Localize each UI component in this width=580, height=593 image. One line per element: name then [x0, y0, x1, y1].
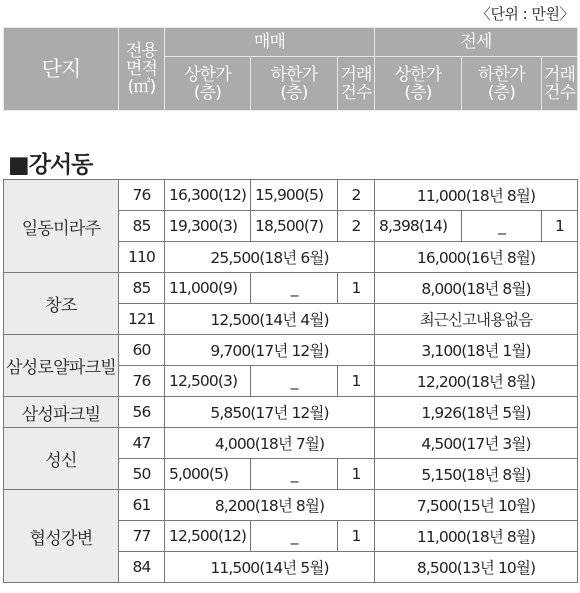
sale-upper-cell: 19,300(3)	[165, 211, 251, 242]
lease-recent-cell: 1,926(18년 5월)	[375, 397, 578, 428]
sale-recent-cell: 4,000(18년 7월)	[165, 428, 375, 459]
header-sale: 매매	[165, 28, 375, 57]
table-row	[4, 397, 578, 428]
area-cell: 110	[119, 242, 165, 273]
area-cell: 76	[119, 180, 165, 211]
area-cell: 50	[119, 459, 165, 490]
sale-count-cell: 1	[338, 521, 375, 552]
sale-recent-cell: 25,500(18년 6월)	[165, 242, 375, 273]
sale-recent-cell: 9,700(17년 12월)	[165, 335, 375, 366]
sale-upper-cell: 5,000(5)	[165, 459, 251, 490]
header-lease-lower: 하한가 (층)	[462, 57, 542, 111]
area-cell: 84	[119, 552, 165, 583]
table-row	[4, 180, 578, 211]
section-title: ■강서동	[8, 152, 93, 178]
area-cell: 85	[119, 211, 165, 242]
unit-label: 〈단위 : 만원〉	[475, 5, 574, 23]
lease-recent-cell: 12,200(18년 8월)	[375, 366, 578, 397]
complex-name: 창조	[4, 273, 119, 335]
sale-count-cell: 1	[338, 273, 375, 304]
table-row	[4, 335, 578, 366]
complex-name: 성신	[4, 428, 119, 490]
sale-lower-cell: _	[251, 366, 338, 397]
sale-recent-cell: 8,200(18년 8월)	[165, 490, 375, 521]
sale-lower-cell: _	[251, 521, 338, 552]
lease-recent-cell: 11,000(18년 8월)	[375, 521, 578, 552]
complex-name: 협성강변	[4, 490, 119, 583]
header-lease-upper: 상한가 (층)	[375, 57, 462, 111]
area-cell: 56	[119, 397, 165, 428]
table-row	[4, 490, 578, 521]
lease-upper-cell: 8,398(14)	[375, 211, 462, 242]
area-cell: 121	[119, 304, 165, 335]
area-cell: 76	[119, 366, 165, 397]
sale-lower-cell: _	[251, 273, 338, 304]
lease-recent-cell: 11,000(18년 8월)	[375, 180, 578, 211]
area-cell: 77	[119, 521, 165, 552]
complex-name: 일동미라주	[4, 180, 119, 273]
sale-recent-cell: 12,500(14년 4월)	[165, 304, 375, 335]
complex-name: 삼성로얄파크빌	[4, 335, 119, 397]
area-cell: 60	[119, 335, 165, 366]
lease-recent-cell: 5,150(18년 8월)	[375, 459, 578, 490]
sale-recent-cell: 5,850(17년 12월)	[165, 397, 375, 428]
sale-lower-cell: 15,900(5)	[251, 180, 338, 211]
lease-lower-cell: _	[462, 211, 542, 242]
sale-upper-cell: 12,500(12)	[165, 521, 251, 552]
lease-recent-cell: 7,500(15년 10월)	[375, 490, 578, 521]
table-row	[4, 273, 578, 304]
sale-lower-cell: 18,500(7)	[251, 211, 338, 242]
lease-recent-cell: 4,500(17년 3월)	[375, 428, 578, 459]
area-cell: 85	[119, 273, 165, 304]
lease-recent-cell: 3,100(18년 1월)	[375, 335, 578, 366]
sale-lower-cell: _	[251, 459, 338, 490]
table-row	[4, 428, 578, 459]
sale-count-cell: 1	[338, 366, 375, 397]
area-cell: 47	[119, 428, 165, 459]
sale-upper-cell: 11,000(9)	[165, 273, 251, 304]
header-lease-count: 거래 건수	[542, 57, 578, 111]
header-sale-count: 거래 건수	[338, 57, 375, 111]
sale-count-cell: 2	[338, 211, 375, 242]
sale-count-cell: 2	[338, 180, 375, 211]
lease-recent-cell: 16,000(16년 8월)	[375, 242, 578, 273]
header-complex: 단지	[4, 28, 119, 111]
lease-recent-cell: 8,500(13년 10월)	[375, 552, 578, 583]
lease-count-cell: 1	[542, 211, 578, 242]
lease-recent-cell: 최근신고내용없음	[375, 304, 578, 335]
sale-upper-cell: 16,300(12)	[165, 180, 251, 211]
table-header	[3, 27, 578, 111]
header-sale-upper: 상한가 (층)	[165, 57, 251, 111]
header-area: 전용 면적 (㎡)	[119, 28, 165, 111]
lease-recent-cell: 8,000(18년 8월)	[375, 273, 578, 304]
price-table	[3, 179, 578, 583]
sale-recent-cell: 11,500(14년 5월)	[165, 552, 375, 583]
header-sale-lower: 하한가 (층)	[251, 57, 338, 111]
header-lease: 전세	[375, 28, 578, 57]
area-cell: 61	[119, 490, 165, 521]
complex-name: 삼성파크빌	[4, 397, 119, 428]
sale-upper-cell: 12,500(3)	[165, 366, 251, 397]
sale-count-cell: 1	[338, 459, 375, 490]
